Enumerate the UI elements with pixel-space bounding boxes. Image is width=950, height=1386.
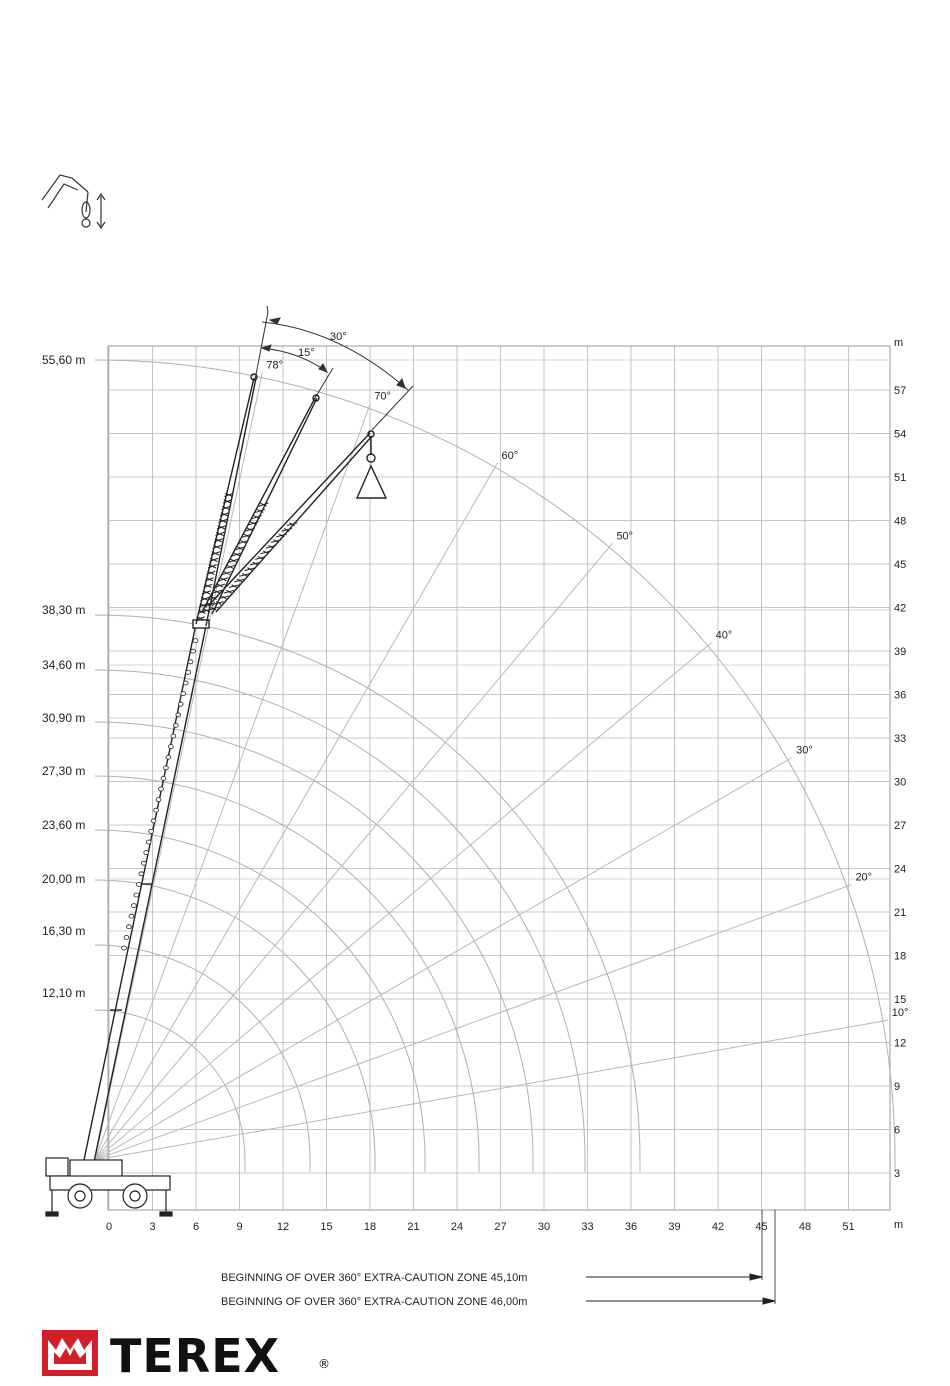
boom-length-label: 12,10 m	[42, 986, 86, 1000]
boom-length-label: 23,60 m	[42, 818, 86, 832]
x-tick-label: 33	[581, 1221, 594, 1233]
y-tick-label: 3	[894, 1168, 901, 1180]
angle-label: 70°	[374, 390, 391, 403]
x-tick-label: 45	[755, 1221, 768, 1233]
y-tick-label: 12	[894, 1037, 907, 1050]
x-axis-labels	[106, 1221, 855, 1233]
jib-offset-15-label: 15°	[298, 347, 315, 359]
boom-length-arcs	[95, 360, 895, 1172]
angle-label: 30°	[796, 744, 813, 757]
y-tick-label: 30	[894, 776, 907, 789]
x-tick-label: 48	[798, 1221, 812, 1233]
x-tick-label: 6	[192, 1221, 200, 1233]
y-tick-label: 57	[894, 385, 907, 397]
x-tick-label: 36	[624, 1221, 638, 1233]
y-tick-label: 36	[894, 689, 907, 702]
jib-offset-30-label: 30°	[330, 331, 347, 343]
x-tick-label: 12	[276, 1221, 290, 1233]
boom-length-labels	[42, 353, 85, 1000]
y-tick-label: 15	[894, 994, 907, 1006]
zone-note-1: BEGINNING OF OVER 360° EXTRA-CAUTION ZONE 45,10m	[221, 1272, 528, 1284]
boom-length-label: 20,00 m	[42, 872, 86, 886]
boom-length-label: 16,30 m	[42, 924, 86, 938]
y-axis-labels	[894, 385, 906, 1180]
x-tick-label: 3	[149, 1221, 156, 1233]
y-tick-label: 45	[894, 559, 907, 571]
x-tick-label: 51	[842, 1221, 855, 1233]
y-tick-label: 21	[894, 907, 907, 919]
angle-label: 10°	[891, 1007, 909, 1020]
x-tick-label: 9	[236, 1221, 243, 1233]
y-unit-label: m	[894, 337, 904, 349]
angle-label: 60°	[501, 449, 519, 462]
chart-grid	[108, 346, 890, 1210]
x-tick-label: 24	[450, 1221, 464, 1233]
angle-label: 40°	[715, 629, 733, 642]
y-tick-label: 39	[894, 646, 907, 658]
boom-length-label: 27,30 m	[42, 764, 86, 778]
x-unit-label: m	[894, 1219, 904, 1231]
x-tick-label: 21	[407, 1221, 420, 1233]
angle-label: 78°	[266, 359, 284, 372]
y-tick-label: 42	[894, 602, 907, 615]
y-tick-label: 9	[894, 1081, 901, 1093]
y-tick-label: 18	[894, 950, 907, 963]
boom-angle-rays	[95, 373, 888, 1160]
x-tick-label: 0	[105, 1221, 113, 1233]
hook-height-icon	[42, 175, 105, 228]
angle-label: 50°	[616, 530, 634, 543]
y-tick-label: 48	[894, 515, 907, 528]
boom-length-label: 30,90 m	[42, 711, 86, 725]
x-tick-label: 15	[320, 1221, 333, 1233]
boom-length-label: 55,60 m	[42, 353, 86, 367]
x-tick-label: 39	[668, 1221, 681, 1233]
angle-label: 20°	[855, 871, 873, 884]
boom-length-label: 34,60 m	[42, 658, 86, 672]
x-tick-label: 27	[494, 1221, 507, 1233]
y-tick-label: 6	[894, 1124, 901, 1137]
brand-registered: ®	[318, 1357, 330, 1371]
x-tick-label: 18	[363, 1221, 377, 1233]
y-tick-label: 24	[894, 863, 907, 876]
y-tick-label: 51	[894, 472, 907, 484]
boom-length-label: 38,30 m	[42, 603, 86, 617]
x-tick-label: 42	[711, 1221, 725, 1233]
y-tick-label: 33	[894, 733, 907, 745]
zone-note-2: BEGINNING OF OVER 360° EXTRA-CAUTION ZONE 46,00m	[221, 1296, 528, 1308]
terex-logo	[42, 1329, 330, 1383]
crane-boom	[84, 374, 386, 1162]
brand-name: TEREX	[110, 1329, 281, 1383]
y-tick-label: 54	[894, 428, 907, 441]
y-tick-label: 27	[894, 820, 907, 832]
x-tick-label: 30	[537, 1221, 551, 1233]
